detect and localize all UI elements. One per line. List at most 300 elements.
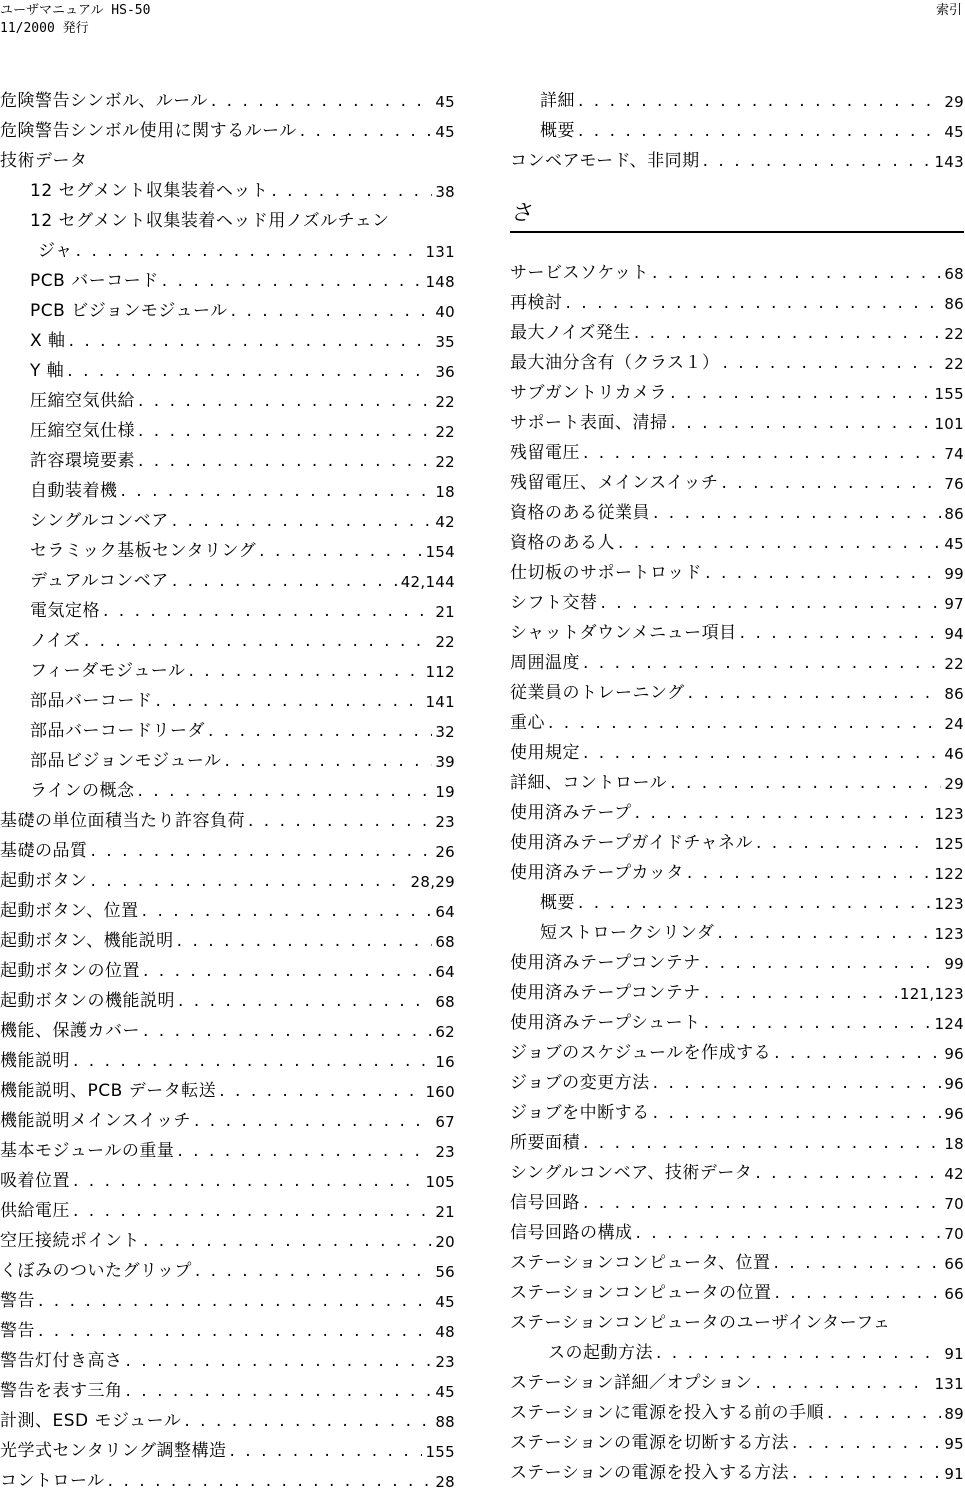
index-entry [0,981,455,1011]
leader-dots [126,1381,433,1401]
index-term: ステーションコンピュータ、位置 [510,1253,771,1273]
leader-dots [755,1373,931,1393]
index-term: 基礎の品質 [0,841,88,861]
page-number: 22 [435,633,455,651]
index-term: 周囲温度 [510,653,580,673]
index-entry [0,351,455,381]
index-term: 圧縮空気供給 [30,391,135,411]
page-number: 18 [944,1135,964,1153]
leader-dots [583,443,941,463]
index-term: 空圧接続ポイント [0,1231,140,1251]
page-header-left [0,2,150,38]
index-term: スの起動方法 [548,1343,653,1363]
page-number: 24 [944,715,964,733]
index-term: 短ストロークシリンダ [540,923,715,943]
index-term: 残留電圧、メインスイッチ [510,473,719,493]
page-number: 28,29 [410,873,455,891]
index-term: 起動ボタン、機能説明 [0,931,174,951]
page-number: 16 [435,1053,455,1071]
index-term: ステーション詳細／オプション [510,1373,753,1393]
index-term: 残留電圧 [510,443,580,463]
leader-dots [755,1163,941,1183]
page-number: 76 [944,475,964,493]
page-number: 22 [944,355,964,373]
index-entry [510,1393,964,1423]
index-entry [0,1131,455,1161]
leader-dots [653,503,941,523]
leader-dots [219,1081,422,1101]
page-number: 42 [435,513,455,531]
leader-dots [188,661,422,681]
index-term: 使用済みテープカッタ [510,863,684,883]
index-term: シフト交替 [510,593,598,613]
index-entry [510,373,964,403]
page-number: 23 [435,1353,455,1371]
index-entry [0,861,455,891]
page-number: 32 [435,723,455,741]
index-term: 信号回路の構成 [510,1223,633,1243]
leader-dots [271,181,432,201]
index-entry [510,1033,964,1063]
leader-dots [566,293,942,313]
index-term: 計測、ESD モジュール [0,1411,182,1431]
issue-date: 11/2000 発行 [0,21,89,36]
index-term: 警告を表す三角 [0,1381,123,1401]
index-term: PCB バーコード [30,271,159,291]
index-entry [510,643,964,673]
leader-dots [652,263,941,283]
leader-dots [184,1411,432,1431]
index-entry [0,1371,455,1401]
index-entry [510,141,964,171]
leader-dots [76,241,423,261]
index-term: 12 セグメント収集装着ヘッド用ノズルチェン [30,211,390,231]
leader-dots [73,1051,432,1071]
index-entry [510,1333,964,1363]
page-number: 123 [934,925,964,943]
leader-dots [601,593,942,613]
leader-dots [773,1253,941,1273]
page-number: 86 [944,295,964,313]
page-number: 35 [435,333,455,351]
index-term: ラインの概念 [30,781,135,801]
page-number: 99 [944,955,964,973]
leader-dots [84,631,433,651]
page-number: 62 [435,1023,455,1041]
page-number: 22 [435,393,455,411]
index-entry [510,673,964,703]
leader-dots [224,751,432,771]
leader-dots [653,1103,942,1123]
index-entry [0,891,455,921]
index-term: くぼみのついたグリップ [0,1261,192,1281]
page-number: 64 [435,903,455,921]
page-number: 45 [944,535,964,553]
index-term: 詳細 [540,91,575,111]
leader-dots [704,953,942,973]
page-number: 131 [425,243,455,261]
page-number: 88 [435,1413,455,1431]
index-term: PCB ビジョンモジュール [30,301,228,321]
index-term: 機能説明 [0,1051,70,1071]
index-term: 自動装着機 [30,481,118,501]
page-number: 122 [934,865,964,883]
leader-dots [653,1073,942,1093]
index-entry [0,651,455,681]
page-number: 20 [435,1233,455,1251]
index-entry [510,283,964,313]
leader-dots [138,451,432,471]
leader-dots [211,91,432,111]
page-number: 154 [425,543,455,561]
leader-dots [38,1321,432,1341]
page-number: 68 [435,933,455,951]
page-number: 26 [435,843,455,861]
page-number: 29 [944,93,964,111]
leader-dots [548,713,941,733]
index-entry [510,1243,964,1273]
leader-dots [687,863,932,883]
page-number: 123 [934,895,964,913]
page-number: 48 [435,1323,455,1341]
index-entry [0,171,455,201]
index-entry [0,411,455,441]
leader-dots [67,361,432,381]
leader-dots [740,623,942,643]
index-entry [0,621,455,651]
leader-dots [177,931,433,951]
page-number: 19 [435,783,455,801]
index-term: 起動ボタン [0,871,88,891]
section-heading-sa: さ [510,197,964,233]
index-entry [510,1093,964,1123]
index-entry [510,1363,964,1393]
page-number: 46 [944,745,964,763]
index-term: コンベアモード、非同期 [510,151,700,171]
page-number: 45 [435,1383,455,1401]
index-term: シングルコンベア [30,511,169,531]
index-entry [0,81,455,111]
leader-dots [143,1231,432,1251]
leader-dots [618,533,941,553]
leader-dots [194,1111,432,1131]
index-entries-sa [510,253,964,1483]
index-term: 基本モジュールの重量 [0,1141,175,1161]
index-entry [0,741,455,771]
index-term: サービスソケット [510,263,649,283]
index-entry [510,763,964,793]
index-entry [0,231,455,261]
index-term: 使用済みテープ [510,803,632,823]
leader-dots [774,1043,941,1063]
index-entry [510,733,964,763]
leader-dots [704,1013,932,1033]
page-number: 66 [944,1285,964,1303]
index-term: ステーションコンピュータのユーザインターフェ [510,1313,891,1333]
leader-dots [229,1441,422,1461]
leader-dots [827,1403,941,1423]
leader-dots [774,1283,941,1303]
index-term: ステーションの電源を切断する方法 [510,1433,789,1453]
index-term: 再検討 [510,293,563,313]
leader-dots [138,421,432,441]
index-entry [0,531,455,561]
page-number: 160 [425,1083,455,1101]
index-term: 起動ボタンの位置 [0,961,140,981]
index-term: 使用規定 [510,743,580,763]
index-term: フィーダモジュール [30,661,186,681]
leader-dots [73,1201,432,1221]
index-term: ジョブのスケジュールを作成する [510,1043,772,1063]
page-number: 96 [944,1045,964,1063]
index-term: 12 セグメント収集装着ヘット [30,181,269,201]
leader-dots [792,1463,941,1483]
index-entry [0,591,455,621]
page-number: 36 [435,363,455,381]
index-term: 資格のある人 [510,533,615,553]
index-term: 使用済みテープコンテナ [510,983,701,1003]
leader-dots [91,871,408,891]
page-number: 143 [934,153,964,171]
page-number: 86 [944,685,964,703]
page-number: 38 [435,183,455,201]
leader-dots [259,541,422,561]
page-number: 29 [944,775,964,793]
leader-dots [636,1223,942,1243]
index-entry [0,111,455,141]
index-entry [510,1183,964,1213]
page-number: 125 [934,835,964,853]
page-number: 22 [435,453,455,471]
page-number: 105 [425,1173,455,1191]
page-number: 56 [435,1263,455,1281]
leader-dots [583,1193,941,1213]
leader-dots [38,1291,432,1311]
page-number: 64 [435,963,455,981]
index-entry [0,771,455,801]
leader-dots [792,1433,941,1453]
index-entry [510,81,964,111]
page-number: 70 [944,1225,964,1243]
page-number: 39 [435,753,455,771]
index-term: ステーションに電源を投入する前の手順 [510,1403,824,1423]
leader-dots [195,1261,432,1281]
index-entry [0,441,455,471]
leader-dots [756,833,932,853]
page-number: 68 [435,993,455,1011]
index-entry [510,253,964,283]
leader-dots [143,961,432,981]
index-term: 起動ボタンの機能説明 [0,991,175,1011]
page-number: 91 [944,1465,964,1483]
index-term: 部品バーコードリーダ [30,721,205,741]
index-term: 許容環境要素 [30,451,135,471]
index-entry [0,831,455,861]
page-number: 155 [934,385,964,403]
index-term: 重心 [510,713,545,733]
index-term: 信号回路 [510,1193,580,1213]
index-entry [510,1273,964,1303]
index-term: サブガントリカメラ [510,383,668,403]
page-number: 155 [425,1443,455,1461]
index-entry [0,1161,455,1191]
index-entry [510,1453,964,1483]
index-entry [510,883,964,913]
page-number: 18 [435,483,455,501]
index-term: Y 軸 [30,361,65,381]
index-term: 使用済みテープシュート [510,1013,701,1033]
index-entry [0,681,455,711]
index-term: ジョブの変更方法 [510,1073,650,1093]
index-entry [0,201,455,231]
index-entry [0,1191,455,1221]
index-entry [0,381,455,411]
page-number: 21 [435,603,455,621]
leader-dots [108,1471,433,1491]
page-number: 23 [435,1143,455,1161]
page-number: 96 [944,1075,964,1093]
index-entry [510,1153,964,1183]
index-term: 使用済みテープガイドチャネル [510,833,753,853]
page-number: 22 [944,655,964,673]
page-number: 112 [425,663,455,681]
index-term: 概要 [540,893,575,913]
leader-dots [172,511,433,531]
page-number: 45 [435,93,455,111]
page-number: 94 [944,625,964,643]
index-term: 仕切板のサポートロッド [510,563,703,583]
page-number: 45 [435,1293,455,1311]
page-number: 96 [944,1105,964,1123]
page-number: 68 [944,265,964,283]
leader-dots [670,383,931,403]
index-term: 最大ノイズ発生 [510,323,631,343]
leader-dots [138,781,433,801]
index-entry [510,1303,964,1333]
index-entry [0,801,455,831]
index-entry [510,1003,964,1033]
page-number: 148 [425,273,455,291]
index-term: コントロール [0,1471,105,1491]
index-entry [0,1071,455,1101]
index-column-left [0,81,455,1491]
index-entry [510,1123,964,1153]
page-number: 66 [944,1255,964,1273]
page-number: 42 [944,1165,964,1183]
index-term: シングルコンベア、技術データ [510,1163,753,1183]
index-entry [0,951,455,981]
section-title: 索引 [935,3,962,18]
index-entry [0,1251,455,1281]
index-entry [0,1011,455,1041]
index-entry [510,1213,964,1243]
leader-dots [583,653,941,673]
index-term: 資格のある従業員 [510,503,650,523]
index-term: 従業員のトレーニング [510,683,685,703]
index-entry [510,973,964,1003]
leader-dots [688,683,942,703]
leader-dots [635,803,932,823]
index-term: 基礎の単位面積当たり許容負荷 [0,811,245,831]
index-term: 機能、保護カバー [0,1021,140,1041]
leader-dots [208,721,432,741]
index-term: 技術データ [0,151,88,171]
page-number: 22 [435,423,455,441]
leader-dots [670,773,941,793]
leader-dots [583,1133,941,1153]
page-number: 45 [944,123,964,141]
manual-title: ユーザマニュアル HS-50 [0,3,151,18]
index-entry [510,583,964,613]
index-entry [510,313,964,343]
index-entry [0,1101,455,1131]
index-term: 起動ボタン、位置 [0,901,139,921]
page-number: 67 [435,1113,455,1131]
index-entry [0,1221,455,1251]
page-number: 89 [944,1405,964,1423]
index-term: 機能説明、PCB データ転送 [0,1081,217,1101]
index-entry [0,711,455,741]
leader-dots [578,893,931,913]
index-entry [510,403,964,433]
leader-dots [126,1351,433,1371]
page-number: 97 [944,595,964,613]
leader-dots [73,1171,422,1191]
index-entry [510,343,964,373]
index-term: 警告 [0,1321,35,1341]
index-entry [0,321,455,351]
leader-dots [578,121,941,141]
index-term: 吸着位置 [0,1171,70,1191]
page-number: 95 [944,1435,964,1453]
page-number: 22 [944,325,964,343]
leader-dots [671,413,932,433]
index-entry [510,1063,964,1093]
page-number: 40 [435,303,455,321]
index-term: 部品バーコード [30,691,153,711]
page-number: 124 [934,1015,964,1033]
index-entry [510,793,964,823]
index-term: 危険警告シンボル使用に関するルール [0,121,297,141]
leader-dots [121,481,433,501]
index-entry [510,523,964,553]
leader-dots [705,563,941,583]
index-entry [510,613,964,643]
index-term: 機能説明メインスイッチ [0,1111,191,1131]
index-entry [0,561,455,591]
page-number: 45 [435,123,455,141]
leader-dots [138,391,432,411]
leader-dots [656,1343,941,1363]
index-entry [0,1401,455,1431]
leader-dots [143,1021,432,1041]
index-term: X 軸 [30,331,66,351]
page-number: 74 [944,445,964,463]
leader-dots [231,301,433,321]
index-entry [0,141,455,171]
index-term: 詳細、コントロール [510,773,668,793]
index-term: ジャ [38,241,73,261]
page-number: 123 [934,805,964,823]
page-number: 141 [425,693,455,711]
leader-dots [300,121,433,141]
index-term: 光学式センタリング調整構造 [0,1441,227,1461]
index-term: 使用済みテープコンテナ [510,953,701,973]
index-entry [0,1431,455,1461]
index-term: 警告灯付き高さ [0,1351,123,1371]
page-number: 121,123 [899,985,964,1003]
page-number: 28 [435,1473,455,1491]
